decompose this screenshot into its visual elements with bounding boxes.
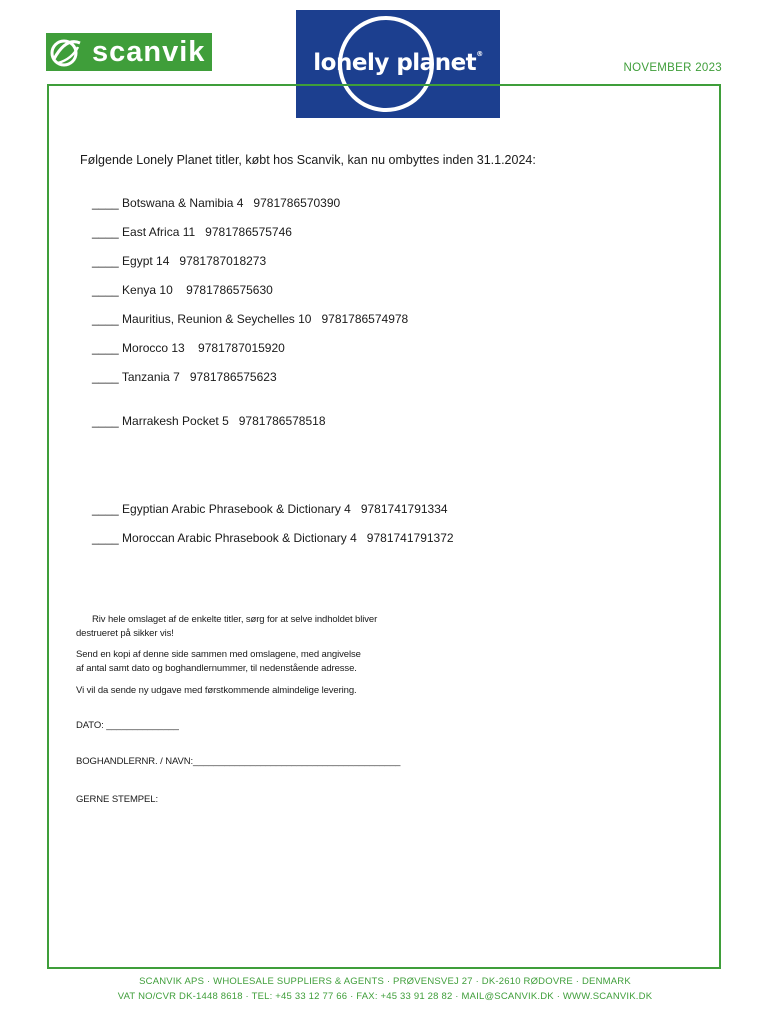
title-item: ____ Marrakesh Pocket 5 9781786578518 (92, 414, 326, 428)
intro-text: Følgende Lonely Planet titler, købt hos Scanvik, kan nu ombyttes inden 31.1.2024: (80, 153, 536, 167)
tear-instruction-line1: Riv hele omslaget af de enkelte titler, sørg for at selve indholdet bliver (92, 614, 378, 625)
send-instruction-line1: Send en kopi af denne side sammen med omslagene, med angivelse (76, 649, 361, 660)
title-item: ____ Kenya 10 9781786575630 (92, 283, 273, 297)
scanvik-logo (46, 33, 212, 71)
document-date: NOVEMBER 2023 (623, 62, 722, 74)
title-item: ____ Moroccan Arabic Phrasebook & Dictionary 4 9781741791372 (92, 531, 454, 545)
title-item: ____ Mauritius, Reunion & Seychelles 10 9781786574978 (92, 312, 409, 326)
title-item: ____ Egypt 14 9781787018273 (92, 254, 267, 268)
stamp-field: GERNE STEMPEL: (76, 794, 159, 805)
footer-address: SCANVIK APS · WHOLESALE SUPPLIERS & AGENTS · PRØVENSVEJ 27 · DK-2610 RØDOVRE · DENMARK (139, 976, 631, 987)
footer-contact: VAT NO/CVR DK-1448 8618 · TEL: +45 33 12 77 66 · FAX: +45 33 91 28 82 · MAIL@SCANVIK.DK · WWW.SCANVIK.DK (117, 991, 653, 1002)
form-frame (47, 84, 721, 969)
delivery-note: Vi vil da sende ny udgave med førstkommende almindelige levering. (76, 685, 357, 696)
title-item: ____ Egyptian Arabic Phrasebook & Dictionary 4 9781741791334 (92, 502, 448, 516)
scanvik-emblem-icon (46, 33, 88, 71)
title-item: ____ Botswana & Namibia 4 9781786570390 (92, 196, 341, 210)
title-item: ____ Tanzania 7 9781786575623 (92, 370, 277, 384)
tear-instruction-line2: destrueret på sikker vis! (76, 628, 174, 639)
title-item: ____ Morocco 13 9781787015920 (92, 341, 285, 355)
send-instruction-line2: af antal samt dato og boghandlernummer, til nedenstående adresse. (76, 663, 357, 674)
date-field: DATO: ______________ (76, 720, 179, 731)
scanvik-wordmark: scanvik (92, 36, 206, 68)
lonely-planet-wordmark: lonely planet® (313, 50, 483, 76)
dealer-field: BOGHANDLERNR. / NAVN:________________________________________ (76, 756, 401, 767)
title-item: ____ East Africa 11 9781786575746 (92, 225, 292, 239)
